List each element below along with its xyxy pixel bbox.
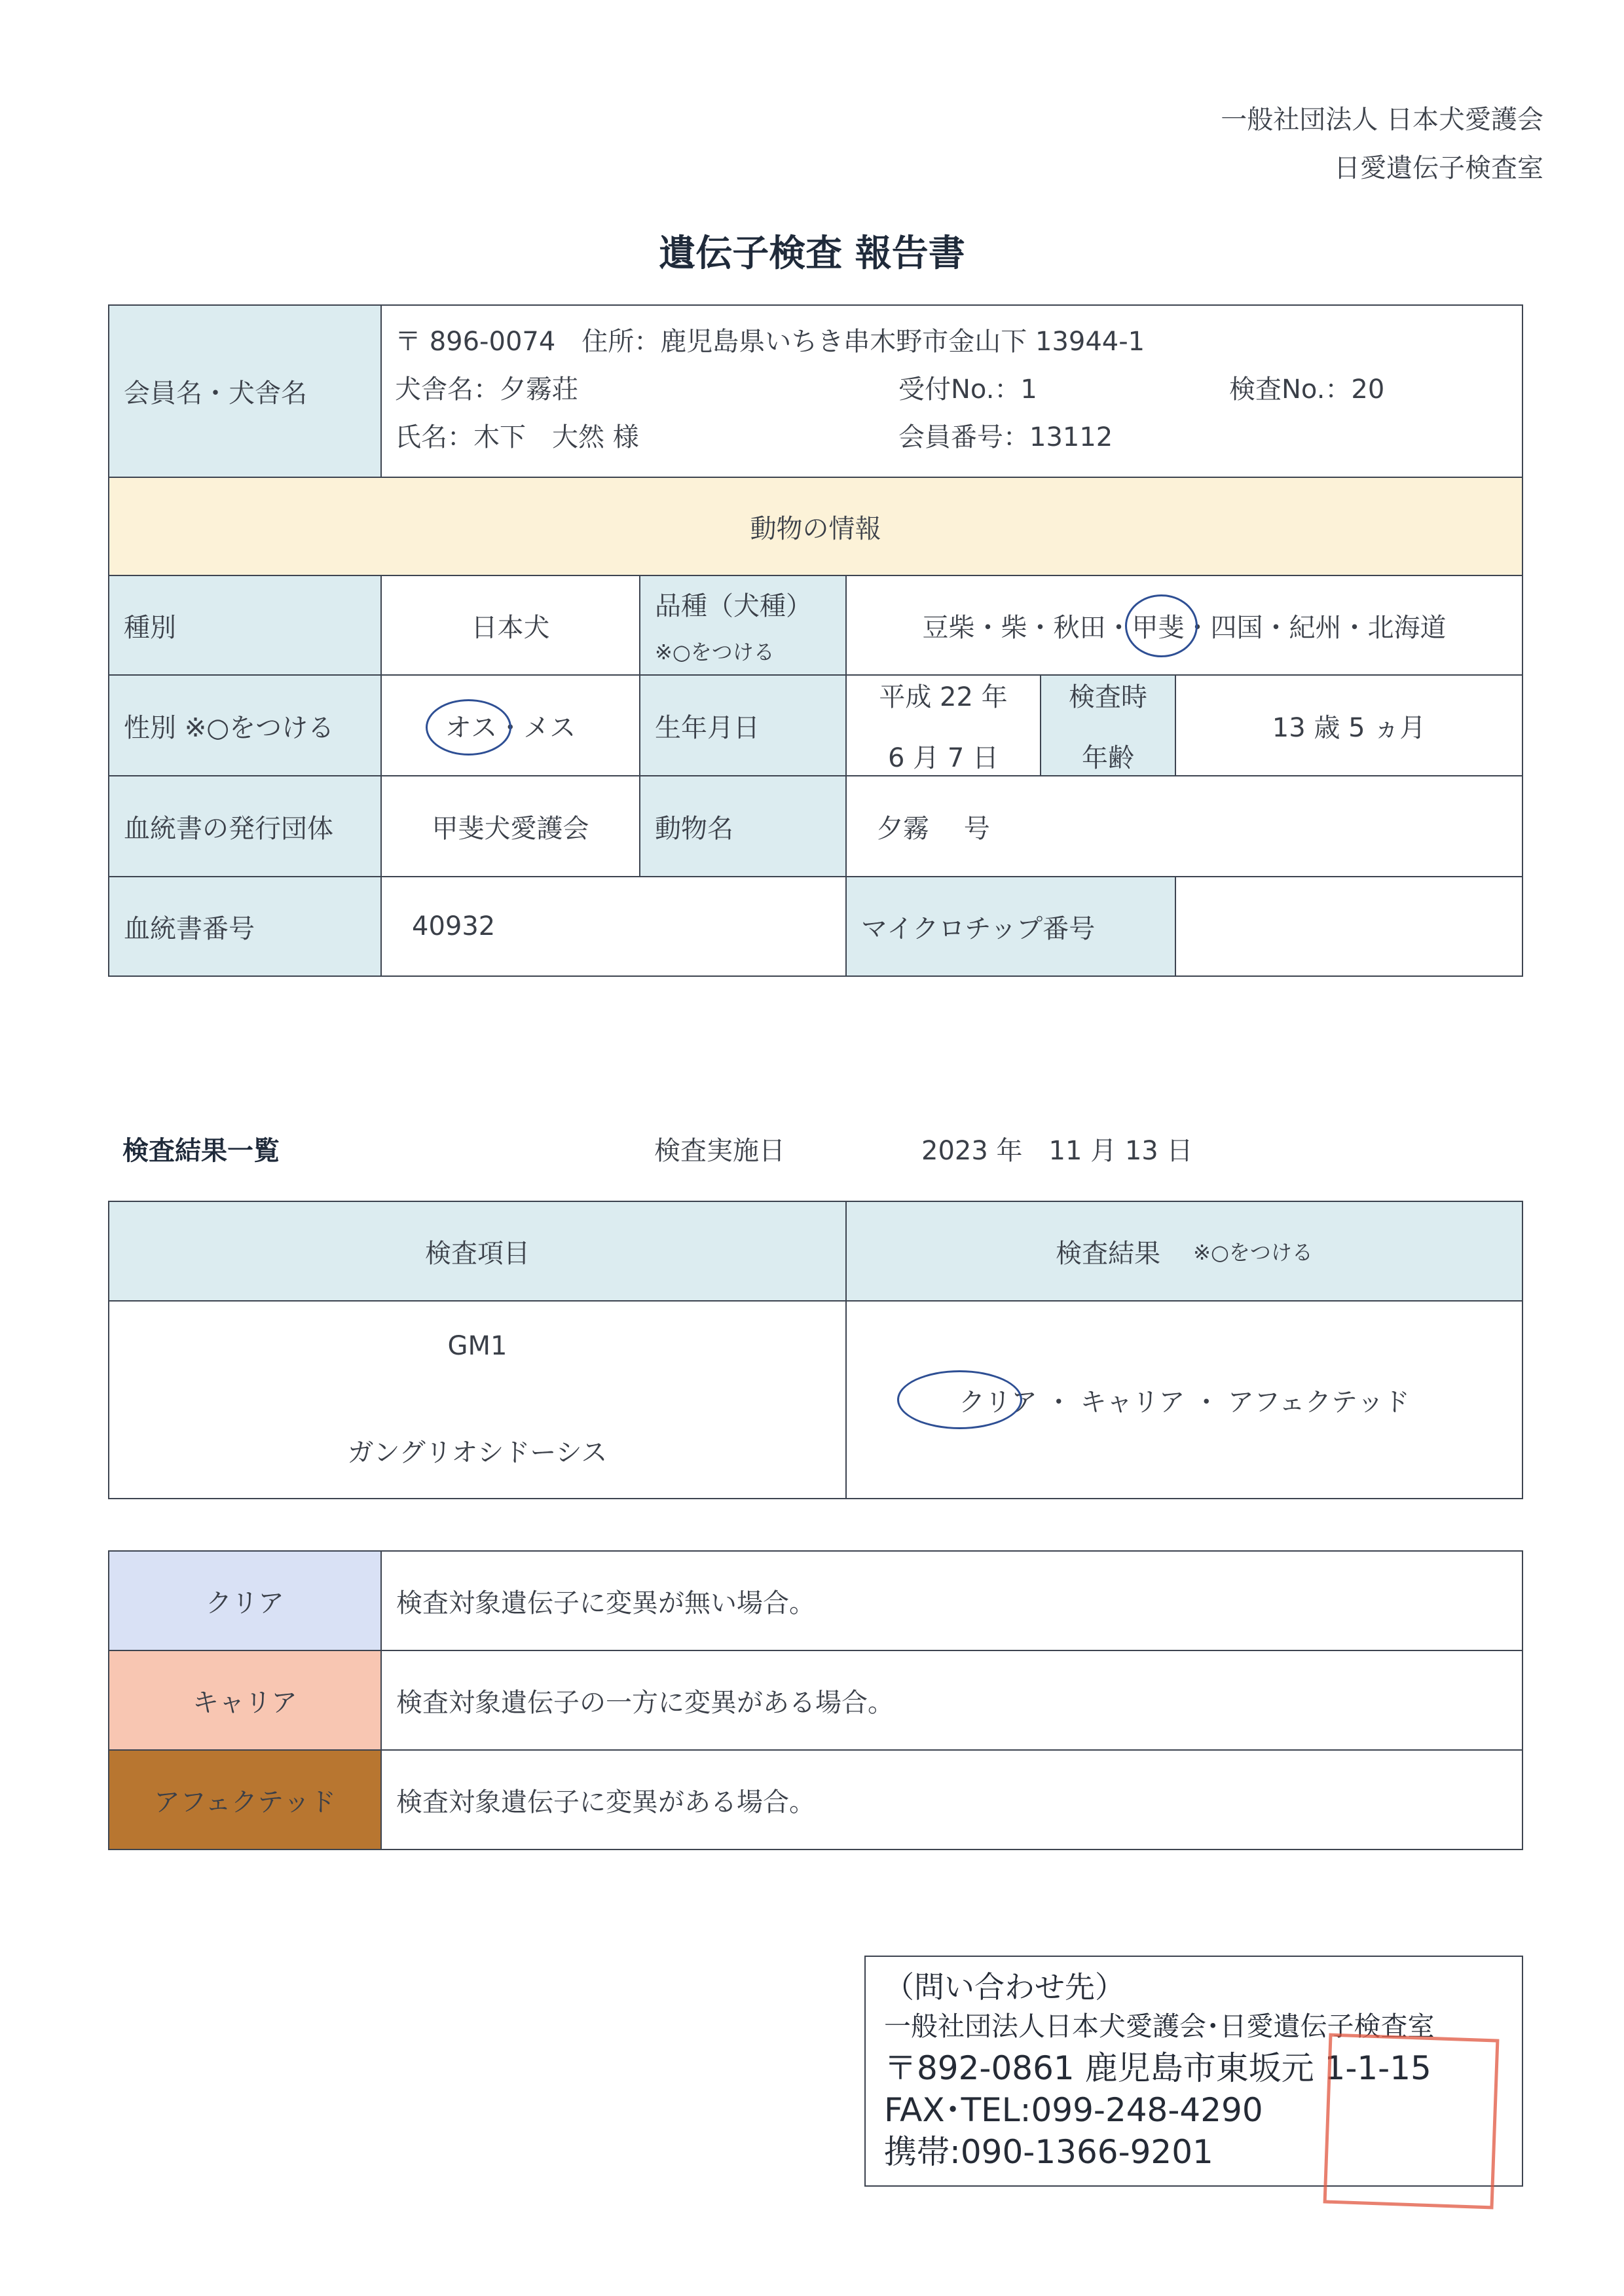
age-label-line2: 年齢 [1082,743,1134,773]
sex-options: オス・メス [380,674,640,776]
col-result-note: ※○をつける [1193,1240,1313,1265]
test-date-label: 検査実施日 [654,1136,785,1166]
pedigree-value: 40932 [380,876,847,977]
age-label [1040,674,1176,776]
issuer-value: 甲斐犬愛護会 [380,775,640,877]
contact-org: 一般社団法人日本犬愛護会･日愛遺伝子検査室 [884,2011,1435,2042]
legend-affected-term: アフェクテッド [108,1749,382,1850]
result-selected-circle [897,1370,1022,1429]
test-item [108,1300,847,1499]
sex-selected-circle [426,699,511,756]
breed-options: 豆柴・柴・秋田・甲斐・四国・紀州・北海道 [845,575,1523,676]
dob-label: 生年月日 [639,674,847,776]
item-name: ガングリオシドーシス [347,1437,608,1468]
type-label: 種別 [108,575,382,676]
type-value: 日本犬 [380,575,640,676]
col-header-item: 検査項目 [108,1201,847,1302]
breed-label: 品種（犬種） [655,591,812,621]
animal-name-value: 夕霧 号 [845,775,1523,877]
lab-name: 日愛遺伝子検査室 [1334,153,1543,183]
page-title: 遺伝子検査 報告書 [659,232,965,275]
animal-section-header: 動物の情報 [108,477,1523,576]
legend-clear-term: クリア [108,1550,382,1651]
sex-label: 性別 ※○をつける [108,674,382,776]
breed-label-cell [639,575,847,676]
contact-title: （問い合わせ先） [884,1969,1125,2005]
contact-address: 〒892-0861 鹿児島市東坂元 1-1-15 [884,2049,1431,2087]
microchip-label: マイクロチップ番号 [845,876,1176,977]
owner-name: 氏名：木下 大然 様 [395,422,639,452]
dob-value [845,674,1041,776]
dob-year: 平成 22 年 [879,682,1008,712]
breed-note: ※○をつける [655,639,775,665]
col-header-result [845,1201,1523,1302]
result-options: クリア ・ キャリア ・ アフェクテッド [845,1300,1523,1499]
org-name: 一般社団法人 日本犬愛護会 [1221,105,1543,135]
breed-selected-circle [1125,594,1198,657]
member-no: 会員番号：13112 [898,422,1113,452]
issuer-label: 血統書の発行団体 [108,775,382,877]
pedigree-label: 血統書番号 [108,876,382,977]
dob-month-day: 6 月 7 日 [887,743,999,773]
item-code: GM1 [447,1330,507,1361]
reception-no: 受付No.：1 [898,374,1037,405]
animal-name-label: 動物名 [639,775,847,877]
test-date-value: 2023 年 11 月 13 日 [921,1136,1193,1166]
results-heading: 検査結果一覧 [122,1136,280,1166]
age-value: 13 歳 5 ヵ月 [1175,674,1523,776]
legend-carrier-desc: 検査対象遺伝子の一方に変異がある場合。 [380,1650,1523,1751]
contact-mobile: 携帯:090-1366-9201 [884,2133,1213,2171]
kennel-name: 犬舎名：夕霧荘 [395,374,578,405]
address: 〒 896-0074 住所：鹿児島県いちき串木野市金山下 13944-1 [395,327,1145,357]
legend-clear-desc: 検査対象遺伝子に変異が無い場合。 [380,1550,1523,1651]
age-label-line1: 検査時 [1069,682,1147,712]
contact-tel: FAX･TEL:099-248-4290 [884,2091,1263,2129]
member-label: 会員名・犬舎名 [108,304,382,478]
test-no: 検査No.：20 [1229,374,1385,405]
legend-carrier-term: キャリア [108,1650,382,1751]
microchip-value [1175,876,1523,977]
seal-stamp [1323,2033,1500,2210]
col-result-label: 検査結果 [1056,1238,1161,1269]
legend-affected-desc: 検査対象遺伝子に変異がある場合。 [380,1749,1523,1850]
